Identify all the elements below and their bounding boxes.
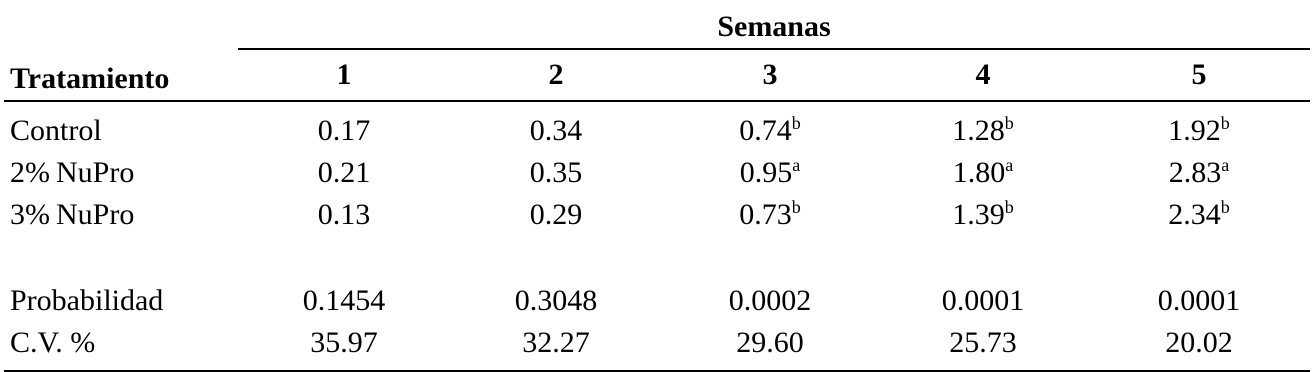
table-cell: 32.27 bbox=[522, 326, 590, 359]
table-cell: 20.02 bbox=[1165, 326, 1233, 359]
row-label: 3% NuPro bbox=[10, 198, 135, 231]
table-cell: 0.17 bbox=[317, 114, 371, 147]
spacer-row bbox=[4, 236, 1310, 280]
table-cell: 0.29 bbox=[529, 198, 583, 231]
table-row-3-nupro bbox=[4, 194, 1310, 236]
table-cell: 2.83$^a$ bbox=[1168, 155, 1230, 189]
table-cell: 0.35 bbox=[529, 156, 583, 189]
table-cell: 0.74$^b$ bbox=[739, 113, 801, 147]
table-cell: 1.92$^b$ bbox=[1168, 113, 1230, 147]
row-label: C.V. % bbox=[10, 326, 96, 359]
table-row-cv bbox=[4, 322, 1310, 371]
table-cell: 0.1454 bbox=[302, 284, 386, 317]
table-cell: 0.13 bbox=[317, 198, 371, 231]
table-cell: 0.0001 bbox=[941, 284, 1025, 317]
week-header: 4 bbox=[975, 58, 991, 91]
table-cell: 0.21 bbox=[317, 156, 371, 189]
row-label: 2% NuPro bbox=[10, 156, 135, 189]
table-cell: 29.60 bbox=[736, 326, 804, 359]
table-cell: 0.73$^b$ bbox=[739, 197, 801, 231]
table-cell: 0.95$^a$ bbox=[739, 155, 801, 189]
table-cell: 0.34 bbox=[529, 114, 583, 147]
row-label: Control bbox=[10, 114, 102, 147]
header-row-group bbox=[4, 0, 1310, 49]
week-header: 3 bbox=[762, 58, 778, 91]
weeks-group-header: Semanas bbox=[238, 0, 1310, 49]
table-cell: 0.0002 bbox=[728, 284, 812, 317]
table-row-control bbox=[4, 101, 1310, 152]
table-cell: 0.0001 bbox=[1157, 284, 1241, 317]
week-header: 1 bbox=[336, 58, 352, 91]
row-label: Probabilidad bbox=[10, 284, 164, 317]
week-header: 5 bbox=[1191, 58, 1207, 91]
table-row-2-nupro bbox=[4, 152, 1310, 194]
table-cell: 0.3048 bbox=[514, 284, 598, 317]
table-cell: 35.97 bbox=[310, 326, 378, 359]
table-row-probabilidad bbox=[4, 280, 1310, 322]
table-cell: 1.28$^b$ bbox=[952, 113, 1014, 147]
table-cell: 25.73 bbox=[949, 326, 1017, 359]
week-header: 2 bbox=[548, 58, 564, 91]
treatment-header: Tratamiento bbox=[10, 62, 170, 95]
table-cell: 2.34$^b$ bbox=[1168, 197, 1230, 231]
table-cell: 1.39$^b$ bbox=[952, 197, 1014, 231]
table-cell: 1.80$^a$ bbox=[952, 155, 1014, 189]
results-table bbox=[4, 0, 1310, 372]
